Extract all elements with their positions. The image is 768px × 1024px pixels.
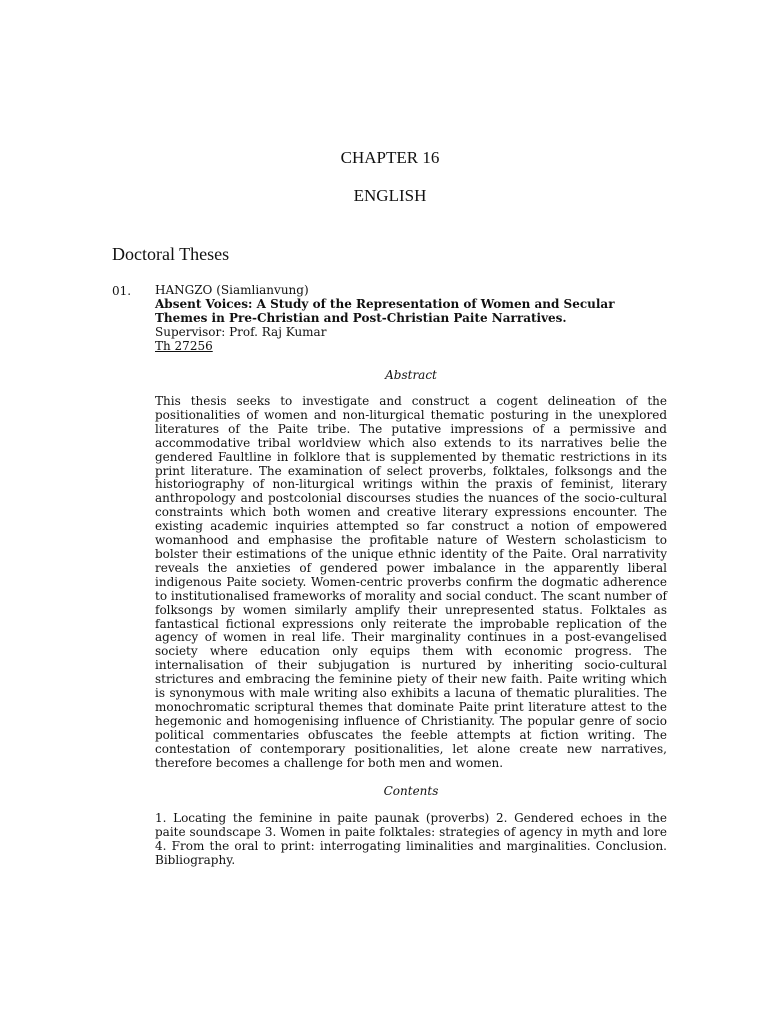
thesis-title: Absent Voices: A Study of the Representation of Women and Secular Themes in Pre-Christian and Post-Christian Paite Narratives. [155,296,615,325]
entry-number: 01. [112,284,132,298]
abstract-text: This thesis seeks to investigate and construct a cogent delineation of the positionalities of women and non-liturgical thematic posturing in the unexplored literatures of the Paite tribe. The putative impressions of a permissive and accommodative tribal worldview which also extends to its narratives belie the gendered Faultline in folklore that is supplemented by thematic restrictions in its print literature. The examination of select proverbs, folktales, folksongs and the historiography of non-liturgical writings within the praxis of feminist, literary anthropology and postcolonial discourses studies the nuances of the socio-cultural constraints which both women and creative literary expressions encounter. The existing academic inquiries attempted so far construct a notion of empowered womanhood and emphasise the profitable nature of Western scholasticism to bolster their estimations of the unique ethnic identity of the Paite. Oral narrativity reveals the anxieties of gendered power imbalance in the apparently liberal indigenous Paite society. Women-centric proverbs confirm the dogmatic adherence to institutionalised frameworks of morality and social conduct. The scant number of folksongs by women similarly amplify their unrepresented status. Folktales as fantastical fictional expressions only reiterate the improbable replication of the agency of women in real life. Their marginality continues in a post-evangelised society where education only equips them with economic progress. The internalisation of their subjugation is nurtured by inheriting socio-cultural strictures and embracing the feminine piety of their new faith. Paite writing which is synonymous with male writing also exhibits a lacuna of thematic pluralities. The monochromatic scriptural themes that dominate Paite print literature attest to the hegemonic and homogenising influence of Christianity. The popular genre of socio political commentaries obfuscates the feeble attempts at fiction writing. The contestation of contemporary positionalities, let alone create new narratives, therefore becomes a challenge for both men and women. [155,394,667,770]
chapter-title: CHAPTER 16 [340,148,440,167]
thesis-number: Th 27256 [155,338,213,353]
section-heading: Doctoral Theses [112,244,230,264]
thesis-author: HANGZO (Siamlianvung) [155,283,309,297]
contents-label: Contents [383,784,439,798]
chapter-subject: ENGLISH [353,186,427,205]
thesis-entry [155,284,667,354]
thesis-supervisor: Supervisor: Prof. Raj Kumar [155,324,327,339]
abstract-label: Abstract [385,368,437,382]
contents-text: 1. Locating the feminine in paite paunak (proverbs) 2. Gendered echoes in the paite soundscape 3. Women in paite folktales: strategies of agency in myth and lore 4. From the oral to print: interrogating liminalities and marginalities. Conclusion. Bibliography. [155,811,667,867]
